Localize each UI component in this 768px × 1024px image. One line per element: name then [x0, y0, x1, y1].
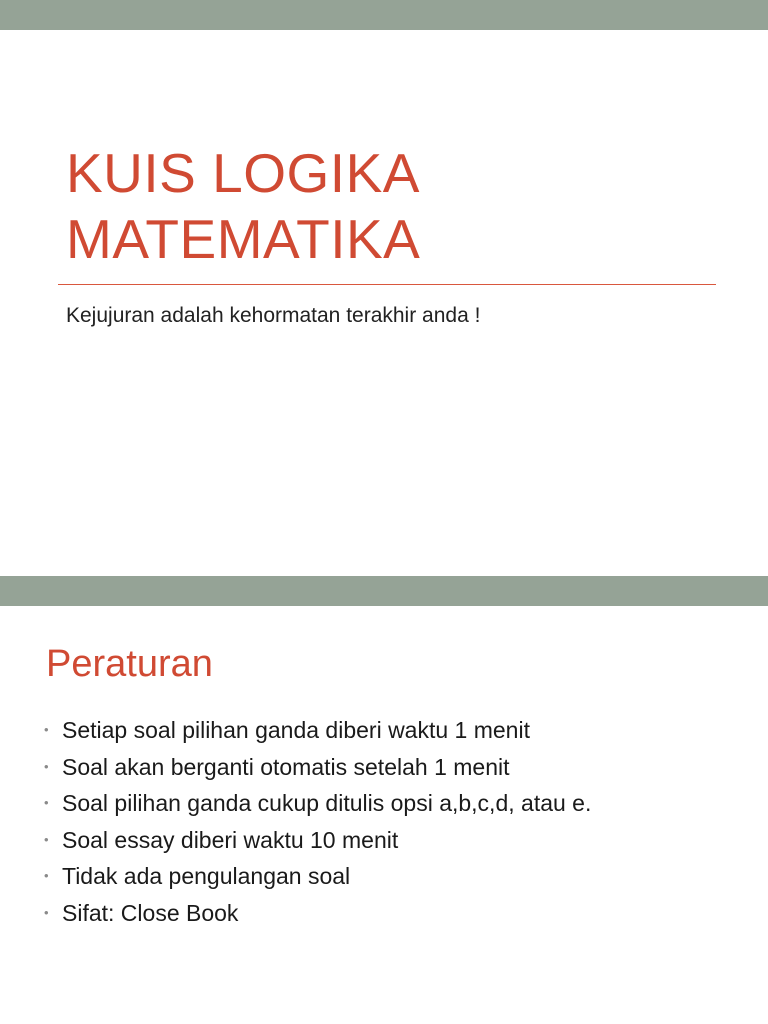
- bullet-icon: •: [44, 758, 49, 774]
- slide-separator-bar: [0, 576, 768, 606]
- rule-text: Setiap soal pilihan ganda diberi waktu 1 menit: [62, 717, 530, 743]
- list-item: [44, 895, 744, 932]
- list-item: [44, 822, 744, 859]
- quiz-title-line-1: KUIS LOGIKA: [66, 142, 420, 204]
- rule-text: Sifat: Close Book: [62, 899, 239, 926]
- rules-list: [44, 712, 744, 931]
- bullet-icon: •: [44, 868, 49, 883]
- bullet-icon: •: [44, 831, 49, 847]
- rule-text: Soal pilihan ganda cukup ditulis opsi a,b,c,d, atau e.: [62, 790, 592, 816]
- quiz-title-line-2: MATEMATIKA: [66, 208, 421, 270]
- list-item: [44, 712, 744, 749]
- rule-text: Tidak ada pengulangan soal: [62, 863, 351, 889]
- list-item: [44, 785, 744, 822]
- list-item: [44, 858, 744, 895]
- rule-text: Soal akan berganti otomatis setelah 1 menit: [62, 753, 510, 780]
- title-divider: [58, 284, 716, 285]
- bullet-icon: •: [44, 722, 49, 737]
- bullet-icon: •: [44, 795, 49, 810]
- quiz-subtitle: Kejujuran adalah kehormatan terakhir anda !: [66, 304, 481, 327]
- rules-title: Peraturan: [46, 643, 213, 685]
- bullet-icon: •: [44, 904, 49, 920]
- rule-text: Soal essay diberi waktu 10 menit: [62, 826, 399, 853]
- top-accent-bar: [0, 0, 768, 30]
- quiz-title: [66, 140, 726, 272]
- list-item: [44, 749, 744, 786]
